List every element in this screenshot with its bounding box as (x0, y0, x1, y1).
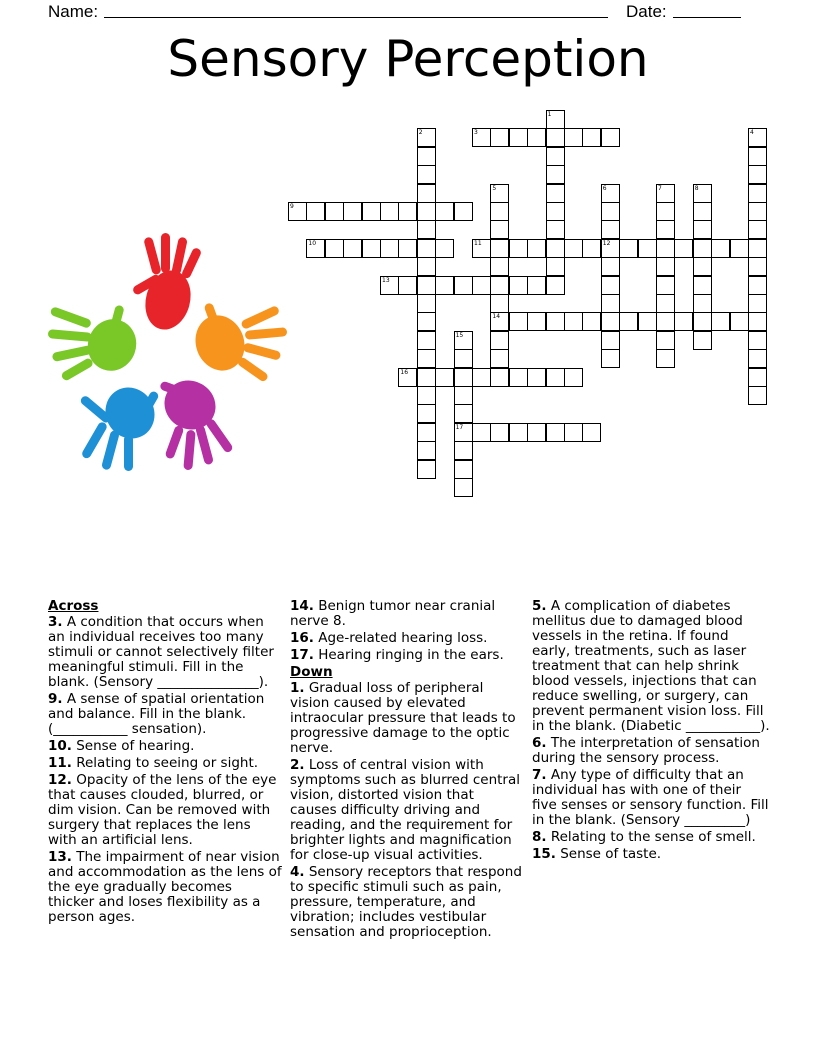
crossword-cell[interactable] (564, 423, 583, 442)
crossword-cell[interactable] (674, 239, 693, 258)
crossword-cell[interactable] (601, 239, 620, 258)
crossword-cell[interactable] (601, 128, 620, 147)
crossword-cell[interactable] (509, 239, 528, 258)
crossword-cell[interactable] (546, 220, 565, 239)
crossword-cell[interactable] (490, 294, 509, 313)
crossword-cell[interactable] (490, 202, 509, 221)
clue-down-7: 7. Any type of difficulty that an individual has with one of their five senses or sensory function. Fill in the blank. (Sensory _________) (532, 767, 769, 828)
crossword-cell[interactable] (748, 294, 767, 313)
crossword-cell[interactable] (417, 257, 436, 276)
clue-across-10: 10. Sense of hearing. (48, 738, 195, 754)
crossword-cell[interactable] (546, 368, 565, 387)
crossword-cell[interactable] (748, 331, 767, 350)
crossword-cell[interactable] (674, 312, 693, 331)
clues-column-1 (48, 599, 282, 927)
crossword-cell[interactable] (693, 257, 712, 276)
down-heading: Down (290, 664, 333, 680)
crossword-cell[interactable] (472, 239, 491, 258)
crossword-cell[interactable] (601, 331, 620, 350)
crossword-cell[interactable] (417, 220, 436, 239)
crossword-cell[interactable] (343, 202, 362, 221)
crossword-cell[interactable] (656, 349, 675, 368)
crossword-cell[interactable] (546, 110, 565, 129)
crossword-cell[interactable] (490, 331, 509, 350)
crossword-cell[interactable] (435, 239, 454, 258)
crossword-cell[interactable] (546, 423, 565, 442)
crossword-cell[interactable] (748, 276, 767, 295)
crossword-cell[interactable] (656, 184, 675, 203)
crossword-cell[interactable] (564, 239, 583, 258)
page-title: Sensory Perception (167, 30, 649, 88)
clue-down-2: 2. Loss of central vision with symptoms such as blurred central vision, distorted vision that causes difficulty driving and reading, and the requirement for brighter lights and magnification for close-up visual activities. (290, 757, 520, 863)
crossword-cell[interactable] (582, 312, 601, 331)
cell-number: 8 (694, 184, 699, 192)
crossword-cell[interactable] (693, 239, 712, 258)
crossword-cell[interactable] (748, 349, 767, 368)
crossword-cell[interactable] (638, 239, 657, 258)
crossword-cell[interactable] (490, 276, 509, 295)
crossword-cell[interactable] (288, 202, 307, 221)
crossword-cell[interactable] (546, 257, 565, 276)
crossword-cell[interactable] (325, 202, 344, 221)
crossword-cell[interactable] (748, 220, 767, 239)
cell-number: 7 (658, 184, 662, 192)
crossword-cell[interactable] (306, 239, 325, 258)
crossword-cell[interactable] (398, 202, 417, 221)
crossword-cell[interactable] (490, 423, 509, 442)
crossword-cell[interactable] (417, 165, 436, 184)
cell-number: 15 (455, 331, 464, 339)
crossword-cell[interactable] (693, 312, 712, 331)
cell-number: 1 (547, 111, 552, 118)
clue-down-8: 8. Relating to the sense of smell. (532, 829, 756, 845)
crossword-cell[interactable] (656, 276, 675, 295)
crossword-cell[interactable] (748, 128, 767, 147)
crossword-cell[interactable] (380, 202, 399, 221)
clue-across-12: 12. Opacity of the lens of the eye that causes clouded, blurred, or dim vision. Can be removed with surgery that replaces the lens with an artificial lens. (48, 772, 277, 848)
crossword-cell[interactable] (582, 239, 601, 258)
crossword-cell[interactable] (490, 220, 509, 239)
crossword-cell[interactable] (656, 331, 675, 350)
crossword-cell[interactable] (582, 128, 601, 147)
clue-across-11: 11. Relating to seeing or sight. (48, 755, 259, 771)
crossword-cell[interactable] (656, 312, 675, 331)
crossword-cell[interactable] (435, 368, 454, 387)
crossword-cell[interactable] (472, 423, 491, 442)
crossword-cell[interactable] (601, 257, 620, 276)
cell-number: 9 (290, 203, 294, 210)
crossword-cell[interactable] (417, 202, 436, 221)
crossword-cell[interactable] (509, 128, 528, 147)
cell-number: 5 (492, 184, 497, 192)
crossword-cell[interactable] (490, 349, 509, 368)
crossword-cell[interactable] (564, 128, 583, 147)
cell-number: 10 (308, 239, 317, 247)
crossword-cell[interactable] (546, 128, 565, 147)
crossword-cell[interactable] (546, 147, 565, 166)
crossword-cell[interactable] (619, 239, 638, 258)
cell-number: 4 (750, 129, 754, 137)
cell-number: 14 (492, 313, 501, 321)
crossword-cell[interactable] (656, 220, 675, 239)
crossword-cell[interactable] (490, 184, 509, 203)
cell-number: 16 (400, 368, 409, 376)
crossword-cell[interactable] (417, 441, 436, 460)
clue-across-9: 9. A sense of spatial orientation and balance. Fill in the blank. (___________ sensation). (48, 691, 265, 737)
crossword-cell[interactable] (527, 423, 546, 442)
date-label: Date: (626, 2, 667, 21)
crossword-cell[interactable] (527, 128, 546, 147)
crossword-cell[interactable] (601, 294, 620, 313)
crossword-cell[interactable] (398, 239, 417, 258)
crossword-cell[interactable] (711, 239, 730, 258)
crossword-cell[interactable] (601, 349, 620, 368)
crossword-cell[interactable] (748, 202, 767, 221)
crossword-cell[interactable] (582, 423, 601, 442)
crossword-cell[interactable] (527, 368, 546, 387)
crossword-cell[interactable] (693, 331, 712, 350)
crossword-cell[interactable] (417, 349, 436, 368)
cell-number: 6 (602, 184, 607, 192)
clue-across-16: 16. Age-related hearing loss. (290, 630, 488, 646)
crossword-cell[interactable] (527, 239, 546, 258)
crossword-cell[interactable] (417, 460, 436, 479)
crossword-cell[interactable] (454, 276, 473, 295)
cell-number: 11 (474, 239, 482, 247)
crossword-cell[interactable] (417, 128, 436, 147)
cell-number: 13 (382, 276, 390, 284)
clues-column-3 (532, 599, 770, 864)
clue-down-15: 15. Sense of taste. (532, 846, 662, 862)
clue-down-5: 5. A complication of diabetes mellitus due to damaged blood vessels in the retina. If found early, treatments, such as laser treatment that can help shrink blood vessels, injections that can reduce swelling, or surgery, can prevent permanent vision loss. Fill in the blank. (Diabetic ___________). (532, 598, 770, 734)
crossword-cell[interactable] (454, 478, 473, 497)
crossword-cell[interactable] (748, 386, 767, 405)
clue-down-1: 1. Gradual loss of peripheral vision caused by elevated intraocular pressure that leads to progressive damage to the optic nerve. (290, 680, 516, 756)
crossword-cell[interactable] (435, 202, 454, 221)
crossword-cell[interactable] (417, 423, 436, 442)
crossword-cell[interactable] (398, 276, 417, 295)
crossword-cell[interactable] (454, 368, 473, 387)
crossword-cell[interactable] (343, 239, 362, 258)
crossword-cell[interactable] (417, 386, 436, 405)
crossword-cell[interactable] (527, 276, 546, 295)
crossword-cell[interactable] (693, 276, 712, 295)
crossword-cell[interactable] (490, 312, 509, 331)
crossword-cell[interactable] (546, 202, 565, 221)
crossword-cell[interactable] (454, 349, 473, 368)
crossword-cell[interactable] (490, 239, 509, 258)
crossword-cell[interactable] (656, 294, 675, 313)
crossword-cell[interactable] (546, 165, 565, 184)
crossword-cell[interactable] (417, 368, 436, 387)
crossword-cell[interactable] (454, 386, 473, 405)
crossword-cell[interactable] (472, 276, 491, 295)
crossword-cell[interactable] (306, 202, 325, 221)
crossword-cell[interactable] (417, 331, 436, 350)
crossword-cell[interactable] (711, 312, 730, 331)
crossword-cell[interactable] (454, 404, 473, 423)
cell-number: 17 (455, 423, 464, 431)
crossword-cell[interactable] (693, 294, 712, 313)
crossword-cell[interactable] (454, 202, 473, 221)
crossword-cell[interactable] (509, 423, 528, 442)
crossword-cell[interactable] (730, 239, 749, 258)
crossword-cell[interactable] (472, 128, 491, 147)
crossword-cell[interactable] (417, 147, 436, 166)
crossword-cell[interactable] (490, 257, 509, 276)
crossword-cell[interactable] (546, 239, 565, 258)
crossword-cell[interactable] (730, 312, 749, 331)
cell-number: 2 (418, 129, 423, 137)
crossword-cell[interactable] (417, 404, 436, 423)
crossword-cell[interactable] (362, 202, 381, 221)
crossword-cell[interactable] (490, 368, 509, 387)
across-heading: Across (48, 598, 99, 614)
clue-down-4: 4. Sensory receptors that respond to specific stimuli such as pain, pressure, temperature, and vibration; includes vestibular sensation and proprioception. (290, 864, 522, 940)
crossword-cell[interactable] (454, 423, 473, 442)
crossword-cell[interactable] (435, 276, 454, 295)
crossword-cell[interactable] (601, 184, 620, 203)
crossword-cell[interactable] (693, 202, 712, 221)
crossword-cell[interactable] (601, 276, 620, 295)
colorful-handprints-icon (40, 225, 290, 475)
crossword-cell[interactable] (472, 368, 491, 387)
crossword-cell[interactable] (656, 239, 675, 258)
crossword-cell[interactable] (454, 441, 473, 460)
crossword-cell[interactable] (417, 312, 436, 331)
crossword-cell[interactable] (454, 331, 473, 350)
clue-across-13: 13. The impairment of near vision and accommodation as the lens of the eye gradually becomes thicker and loses flexibility as a person ages. (48, 849, 282, 925)
crossword-cell[interactable] (601, 202, 620, 221)
crossword-cell[interactable] (748, 165, 767, 184)
clues-column-2 (290, 599, 524, 942)
crossword-cell[interactable] (693, 184, 712, 203)
crossword-cell[interactable] (380, 276, 399, 295)
crossword-cell[interactable] (546, 184, 565, 203)
crossword-cell[interactable] (748, 368, 767, 387)
name-label: Name: (48, 2, 99, 21)
clue-down-6: 6. The interpretation of sensation during the sensory process. (532, 735, 760, 766)
crossword-cell[interactable] (546, 276, 565, 295)
clue-across-17: 17. Hearing ringing in the ears. (290, 647, 504, 663)
crossword-cell[interactable] (601, 220, 620, 239)
crossword-cell[interactable] (454, 460, 473, 479)
cell-number: 12 (602, 239, 611, 247)
crossword-cell[interactable] (380, 239, 399, 258)
crossword-cell[interactable] (509, 312, 528, 331)
crossword-cell[interactable] (546, 312, 565, 331)
clue-across-14: 14. Benign tumor near cranial nerve 8. (290, 598, 496, 629)
crossword-cell[interactable] (748, 184, 767, 203)
crossword-cell[interactable] (325, 239, 344, 258)
crossword-cell[interactable] (490, 128, 509, 147)
crossword-cell[interactable] (417, 184, 436, 203)
crossword-cell[interactable] (693, 220, 712, 239)
crossword-cell[interactable] (564, 312, 583, 331)
clue-across-3: 3. A condition that occurs when an individual receives too many stimuli or cannot selectively filter meaningful stimuli. Fill in the blank. (Sensory _______________). (48, 614, 274, 690)
crossword-cell[interactable] (564, 368, 583, 387)
crossword-cell[interactable] (509, 276, 528, 295)
crossword-cell[interactable] (398, 368, 417, 387)
crossword-cell[interactable] (527, 312, 546, 331)
crossword-cell[interactable] (656, 202, 675, 221)
crossword-cell[interactable] (619, 312, 638, 331)
crossword-cell[interactable] (417, 239, 436, 258)
crossword-cell[interactable] (638, 312, 657, 331)
crossword-cell[interactable] (417, 294, 436, 313)
crossword-cell[interactable] (601, 312, 620, 331)
crossword-cell[interactable] (748, 239, 767, 258)
cell-number: 3 (474, 129, 478, 137)
crossword-cell[interactable] (748, 312, 767, 331)
crossword-cell[interactable] (417, 276, 436, 295)
crossword-cell[interactable] (362, 239, 381, 258)
crossword-cell[interactable] (748, 257, 767, 276)
crossword-cell[interactable] (656, 257, 675, 276)
crossword-cell[interactable] (509, 368, 528, 387)
crossword-cell[interactable] (748, 147, 767, 166)
